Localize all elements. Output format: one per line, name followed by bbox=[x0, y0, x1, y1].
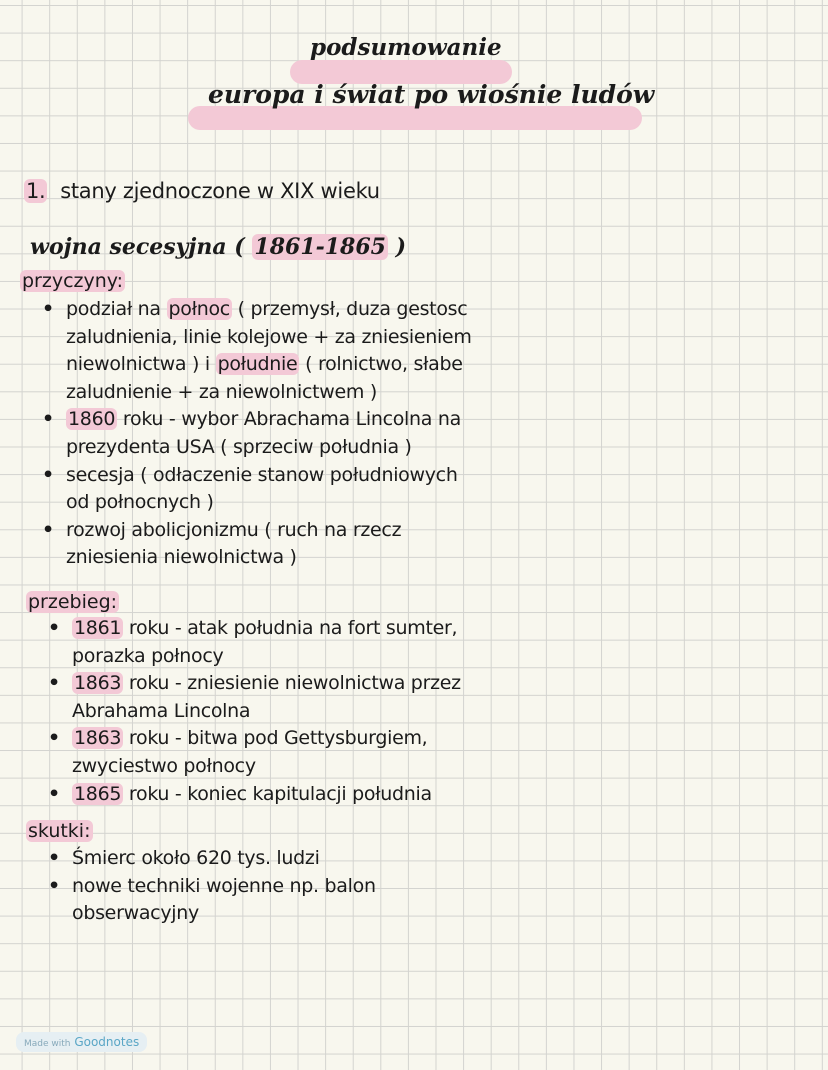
course-label: przebieg: bbox=[28, 591, 118, 613]
war-heading bbox=[30, 234, 406, 260]
war-title: wojna secesyjna ( bbox=[30, 234, 245, 260]
section-heading bbox=[24, 178, 380, 206]
list-item: • 1860 roku - wybor Abrachama Lincolna na prezydenta USA ( sprzeciw południa ) bbox=[34, 406, 472, 461]
page-title: europa i świat po wiośnie ludów bbox=[208, 80, 655, 109]
list-item: • nowe techniki wojenne np. balon obserwacyjny bbox=[40, 873, 376, 928]
list-item: • 1861 roku - atak południa na fort sumter, porazka połnocy bbox=[40, 615, 461, 670]
section-number: 1. bbox=[26, 179, 46, 203]
badge-made: Made with bbox=[24, 1039, 71, 1049]
course-list bbox=[40, 615, 461, 808]
list-item: • 1863 roku - zniesienie niewolnictwa przez Abrahama Lincolna bbox=[40, 670, 461, 725]
list-item: • 1863 roku - bitwa pod Gettysburgiem, zwyciestwo połnocy bbox=[40, 725, 461, 780]
page-subtitle: podsumowanie bbox=[310, 34, 502, 61]
section-title: stany zjednoczone w XIX wieku bbox=[60, 179, 380, 203]
list-item: • secesja ( odłaczenie stanow południowych od połnocnych ) bbox=[34, 462, 472, 517]
badge-brand: Goodnotes bbox=[74, 1035, 140, 1049]
list-item: • 1865 roku - koniec kapitulacji południa bbox=[40, 781, 461, 809]
war-close: ) bbox=[395, 234, 407, 260]
causes-list bbox=[34, 296, 472, 572]
list-item: • rozwoj abolicjonizmu ( ruch na rzecz zniesienia niewolnictwa ) bbox=[34, 517, 472, 572]
effects-list bbox=[40, 845, 376, 928]
effects-label: skutki: bbox=[28, 820, 91, 842]
war-years: 1861-1865 bbox=[254, 234, 386, 260]
highlight bbox=[188, 106, 642, 130]
causes-label: przyczyny: bbox=[22, 270, 124, 292]
goodnotes-badge bbox=[16, 1032, 147, 1052]
list-item: • Śmierc około 620 tys. ludzi bbox=[40, 845, 376, 873]
list-item: • podział na połnoc ( przemysł, duza gestosc zaludnienia, linie kolejowe + za zniesieniem niewolnictwa ) i południe ( rolnictwo, słabe zaludnienie + za niewolnictwem ) bbox=[34, 296, 472, 406]
